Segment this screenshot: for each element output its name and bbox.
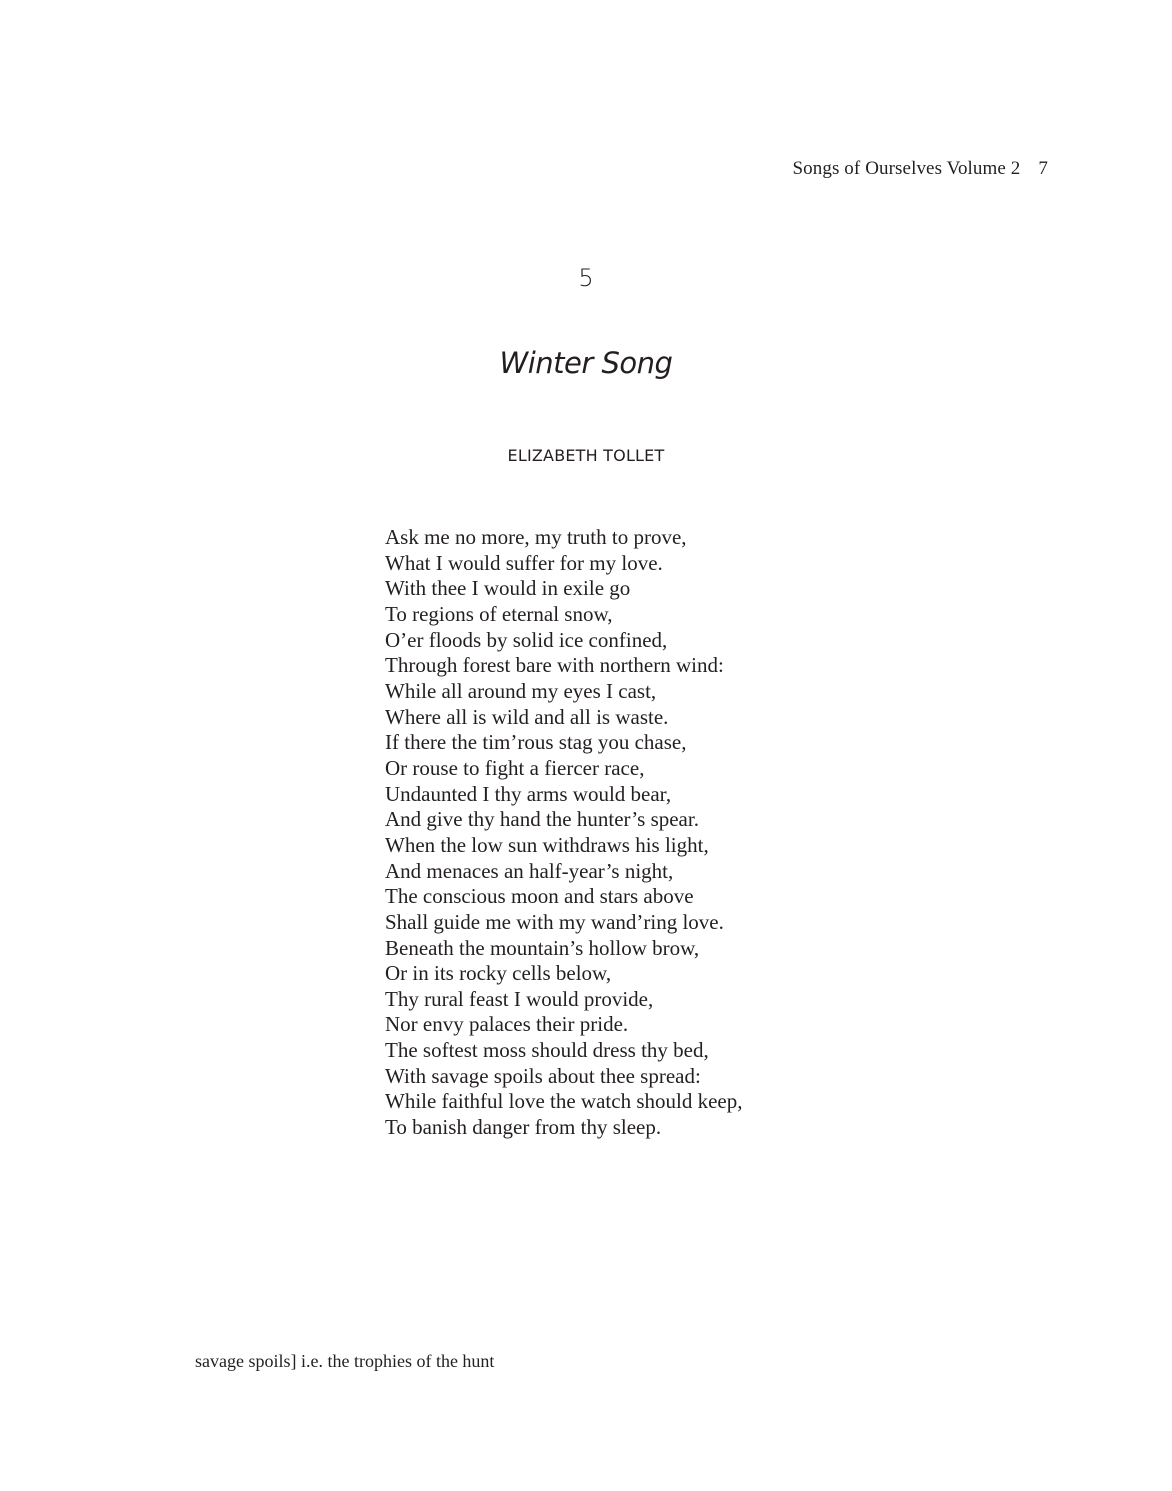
poem-line: And give thy hand the hunter’s spear. [385,807,699,832]
poem-line: Through forest bare with northern wind: [385,653,724,678]
poem-line: Ask me no more, my truth to prove, [385,525,687,549]
poem-line: With savage spoils about thee spread: [385,1063,701,1088]
poem-line: To banish danger from thy sleep. [385,1115,662,1140]
poem-line: Where all is wild and all is waste. [385,704,669,729]
poem-line: And menaces an half-year’s night, [385,858,674,883]
running-head [793,158,1049,180]
poem-title: Winter Song [499,346,673,380]
poem-line: When the low sun withdraws his light, [385,832,709,857]
poem-author: ELIZABETH TOLLET [507,446,665,465]
page-number: 7 [1038,158,1048,179]
poem-line: Thy rural feast I would provide, [385,986,654,1011]
poem-line: To regions of eternal snow, [385,601,613,626]
footnote: savage spoils] i.e. the trophies of the hunt [195,1351,495,1371]
poem-line: The softest moss should dress thy bed, [385,1038,709,1063]
poem-body [385,525,742,1141]
poem-line: With thee I would in exile go [385,576,631,601]
poem-line: While all around my eyes I cast, [385,678,657,703]
poem-line: Or in its rocky cells below, [385,961,612,986]
poem-line: The conscious moon and stars above [385,884,694,909]
poem-line: Or rouse to fight a fiercer race, [385,755,645,780]
poem-line: If there the tim’rous stag you chase, [385,730,687,755]
poem-number: 5 [578,264,594,292]
poem-line: O’er floods by solid ice confined, [385,627,668,652]
book-title: Songs of Ourselves Volume 2 [792,158,1021,179]
poem-line: Beneath the mountain’s hollow brow, [385,935,700,960]
poem-line: While faithful love the watch should keep, [385,1089,743,1114]
poem-line: What I would suffer for my love. [385,550,663,575]
poem-line: Nor envy palaces their pride. [385,1012,629,1037]
poem-line: Undaunted I thy arms would bear, [385,781,672,806]
poem-line: Shall guide me with my wand’ring love. [385,909,724,934]
